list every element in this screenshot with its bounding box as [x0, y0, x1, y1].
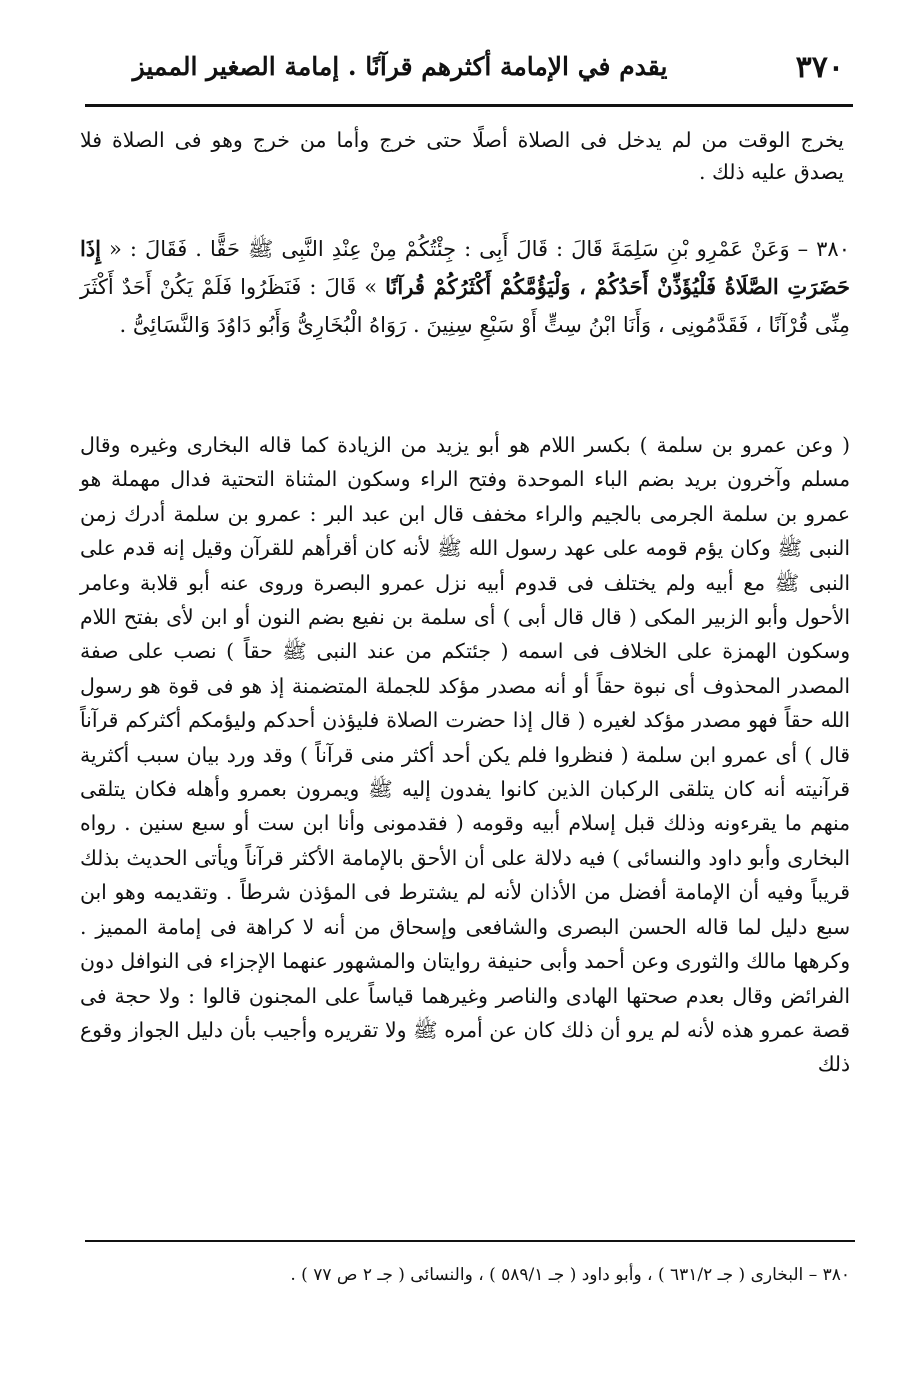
hadith-opening: ٣٨٠ – وَعَنْ عَمْرِو بْنِ سَلِمَةَ قَالَ : قَالَ أَبِى : جِئْتُكُمْ مِنْ عِنْدِ النَّبِى ﷺ حَقًّا . فَقَالَ : « — [101, 237, 850, 261]
footnote-divider — [85, 1240, 855, 1242]
hadith-paragraph — [80, 230, 850, 344]
commentary-paragraph: ( وعن عمرو بن سلمة ) بكسر اللام هو أبو يزيد من الزيادة كما قاله البخارى وغيره وقال مسلم وآخرون بريد بضم الباء الموحدة وفتح الراء وسكون المثناة التحتية فدال مهملة هو عمرو بن سلمة الجرمى بالجيم والراء مخفف قال ابن عبد البر : عمرو بن سلمة أدرك زمن النبى ﷺ وكان يؤم قومه على عهد رسول الله ﷺ لأنه كان أقرأهم للقرآن وقيل إنه قدم على النبى ﷺ مع أبيه ولم يختلف فى قدوم أبيه نزل عمرو البصرة وروى عنه أبو قلابة وعامر الأحول وأبو الزبير المكى ( قال قال أبى ) أى سلمة بن نفيع بضم النون أو ابن لأى بفتح اللام وسكون الهمزة على الخلاف فى اسمه ( جئتكم من عند النبى ﷺ حقاً ) نصب على صفة المصدر المحذوف أى نبوة حقاً أو أنه مصدر مؤكد للجملة المتضمنة إذ هو فى قوة هو رسول الله حقاً فهو مصدر مؤكد لغيره ( قال إذا حضرت الصلاة فليؤذن أحدكم وليؤمكم أكثركم قرآناً قال ) أى عمرو ابن سلمة ( فنظروا فلم يكن أحد أكثر منى قرآناً ) وقد ورد بيان سبب أكثرية قرآنيته أنه كان يتلقى الركبان الذين كانوا يفدون إليه ﷺ ويمرون بعمرو وأهله فكان يتلقى منهم ما يقرءونه وذلك قبل إسلام أبيه وقومه ( فقدمونى وأنا ابن ست أو سبع سنين . رواه البخارى وأبو داود والنسائى ) فيه دلالة على أن الأحق بالإمامة الأكثر قرآناً ويأتى الحديث بذلك قريباً وفيه أن الإمامة أفضل من الأذان لأنه لم يشترط فى المؤذن شرطاً . وتقديمه وهو ابن سبع دليل لما قاله الحسن البصرى والشافعى وإسحاق من أنه لا كراهة فى إمامة المميز . وكرهها مالك والثورى وعن أحمد وأبى حنيفة روايتان والمشهور عنهما الإجزاء فى النوافل دون الفرائض وقال بعدم صحتها الهادى والناصر وغيرهما قياساً على المجنون قالوا : ولا حجة فى قصة عمرو هذه لأنه لم يرو أن ذلك كان عن أمره ﷺ ولا تقريره وأجيب بأن دليل الجواز وقوع ذلك — [80, 433, 850, 1077]
intro-paragraph: يخرج الوقت من لم يدخل فى الصلاة أصلًا حتى خرج وأما من خرج وهو فى الصلاة فلا يصدق عليه ذلك . — [80, 128, 844, 184]
hadith-closing: » قَالَ : فَنَظَرُوا فَلَمْ يَكُنْ أَحَدٌ أَكْثَرَ مِنِّى قُرْآنًا ، فَقَدَّمُونِى ، وَأَنَا ابْنُ سِتٍّ أَوْ سَبْعِ سِنِينَ . رَوَاهُ الْبُخَارِىُّ وَأَبُو دَاوُدَ وَالنَّسَائِىُّ . — [80, 275, 850, 337]
footnote: ٣٨٠ – البخارى ( جـ ٦٣١/٢ ) ، وأبو داود ( جـ ٥٨٩/١ ) ، والنسائى ( جـ ٢ ص ٧٧ ) . — [290, 1265, 850, 1285]
header-divider — [85, 104, 853, 107]
hadith-prophetic-words: إِذَا حَضَرَتِ الصَّلَاةُ فَلْيُؤَذِّنْ أَحَدُكُمْ ، وَلْيَؤُمَّكُمْ أَكْثَرُكُمْ قُرآنًا — [80, 236, 850, 299]
running-title: يقدم في الإمامة أكثرهم قرآنًا . إمامة الصغير المميز — [132, 52, 668, 81]
page-header — [80, 40, 850, 100]
page-number: ٣٧٠ — [795, 50, 844, 85]
